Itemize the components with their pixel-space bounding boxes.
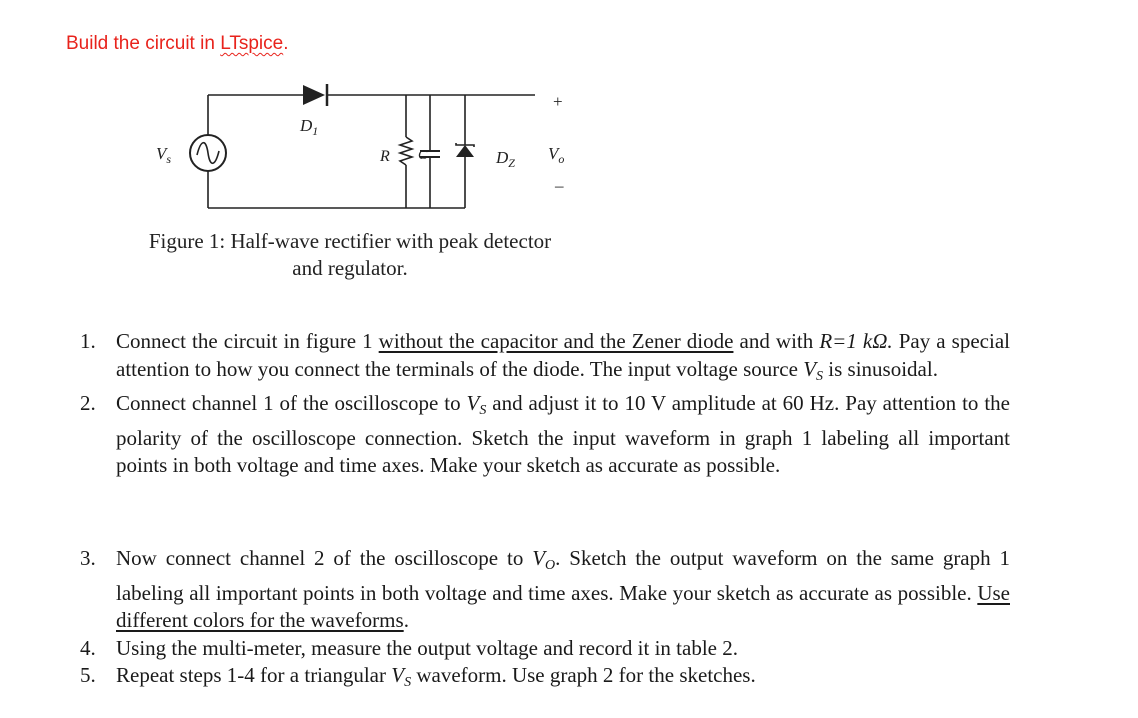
math-r: R=1 kΩ. [819, 329, 893, 353]
caption-line-2: and regulator. [292, 256, 408, 280]
underlined-text: Use different colors for the waveforms [116, 580, 1010, 632]
source-label: $V_s$ [156, 144, 172, 166]
step-3: 3. Now connect channel 2 of the oscilloscope to $V_O$. Sketch the output waveform on the same graph 1 labeling all important points in both voltage and time axes. Make your sketch as accurate as possible. Use different colors for the waveforms. [80, 545, 1010, 635]
figure-caption [120, 228, 580, 282]
steps-list-part-1 [80, 328, 1010, 480]
step-5: 5. Repeat steps 1-4 for a triangular $V_S$ waveform. Use graph 2 for the sketches. [80, 662, 1010, 697]
step-2: 2. Connect channel 1 of the oscilloscope to $V_S$ and adjust it to 10 V amplitude at 60 Hz. Pay attention to the polarity of the oscilloscope connection. Sketch the input waveform in graph 1 labeling all important points in both voltage and time axes. Make your sketch as accurate as possible. [80, 390, 1010, 480]
output-label: $V_o$ [548, 144, 565, 166]
step-1: 1. Connect the circuit in figure 1 without the capacitor and the Zener diode and with R=1 kΩ. Pay a special attention to how you connect the terminals of the diode. The input voltage source $V_S$ is sinusoidal. [80, 328, 1010, 390]
step-number: 4. [80, 635, 96, 660]
underlined-text: without the capacitor and the Zener diode [378, 329, 734, 353]
resistor-symbol [400, 137, 412, 165]
step-number: 3. [80, 546, 96, 570]
circuit-diagram [140, 75, 600, 215]
step-number: 5. [80, 663, 96, 687]
step-number: 2. [80, 391, 96, 415]
steps-list-part-2 [80, 545, 1010, 697]
step-number: 1. [80, 329, 96, 353]
step-4: 4. Using the multi-meter, measure the output voltage and record it in table 2. [80, 635, 1010, 663]
sine-wave-icon [197, 143, 219, 164]
caption-line-1: Figure 1: Half-wave rectifier with peak detector [148, 229, 552, 253]
heading-prefix: Build the circuit in [66, 33, 221, 54]
diode-d1-symbol [303, 85, 325, 105]
zener-triangle [456, 145, 474, 157]
minus-label: – [555, 176, 564, 195]
plus-label: + [553, 92, 563, 111]
capacitor-label: C [418, 148, 428, 163]
ltspice-word: LTspice [220, 33, 284, 54]
resistor-label: R [380, 148, 390, 165]
diode-label: $D_1$ [300, 116, 319, 138]
zener-label: $D_Z$ [496, 148, 515, 170]
heading-suffix: . [283, 33, 289, 54]
instruction-heading [66, 33, 288, 55]
